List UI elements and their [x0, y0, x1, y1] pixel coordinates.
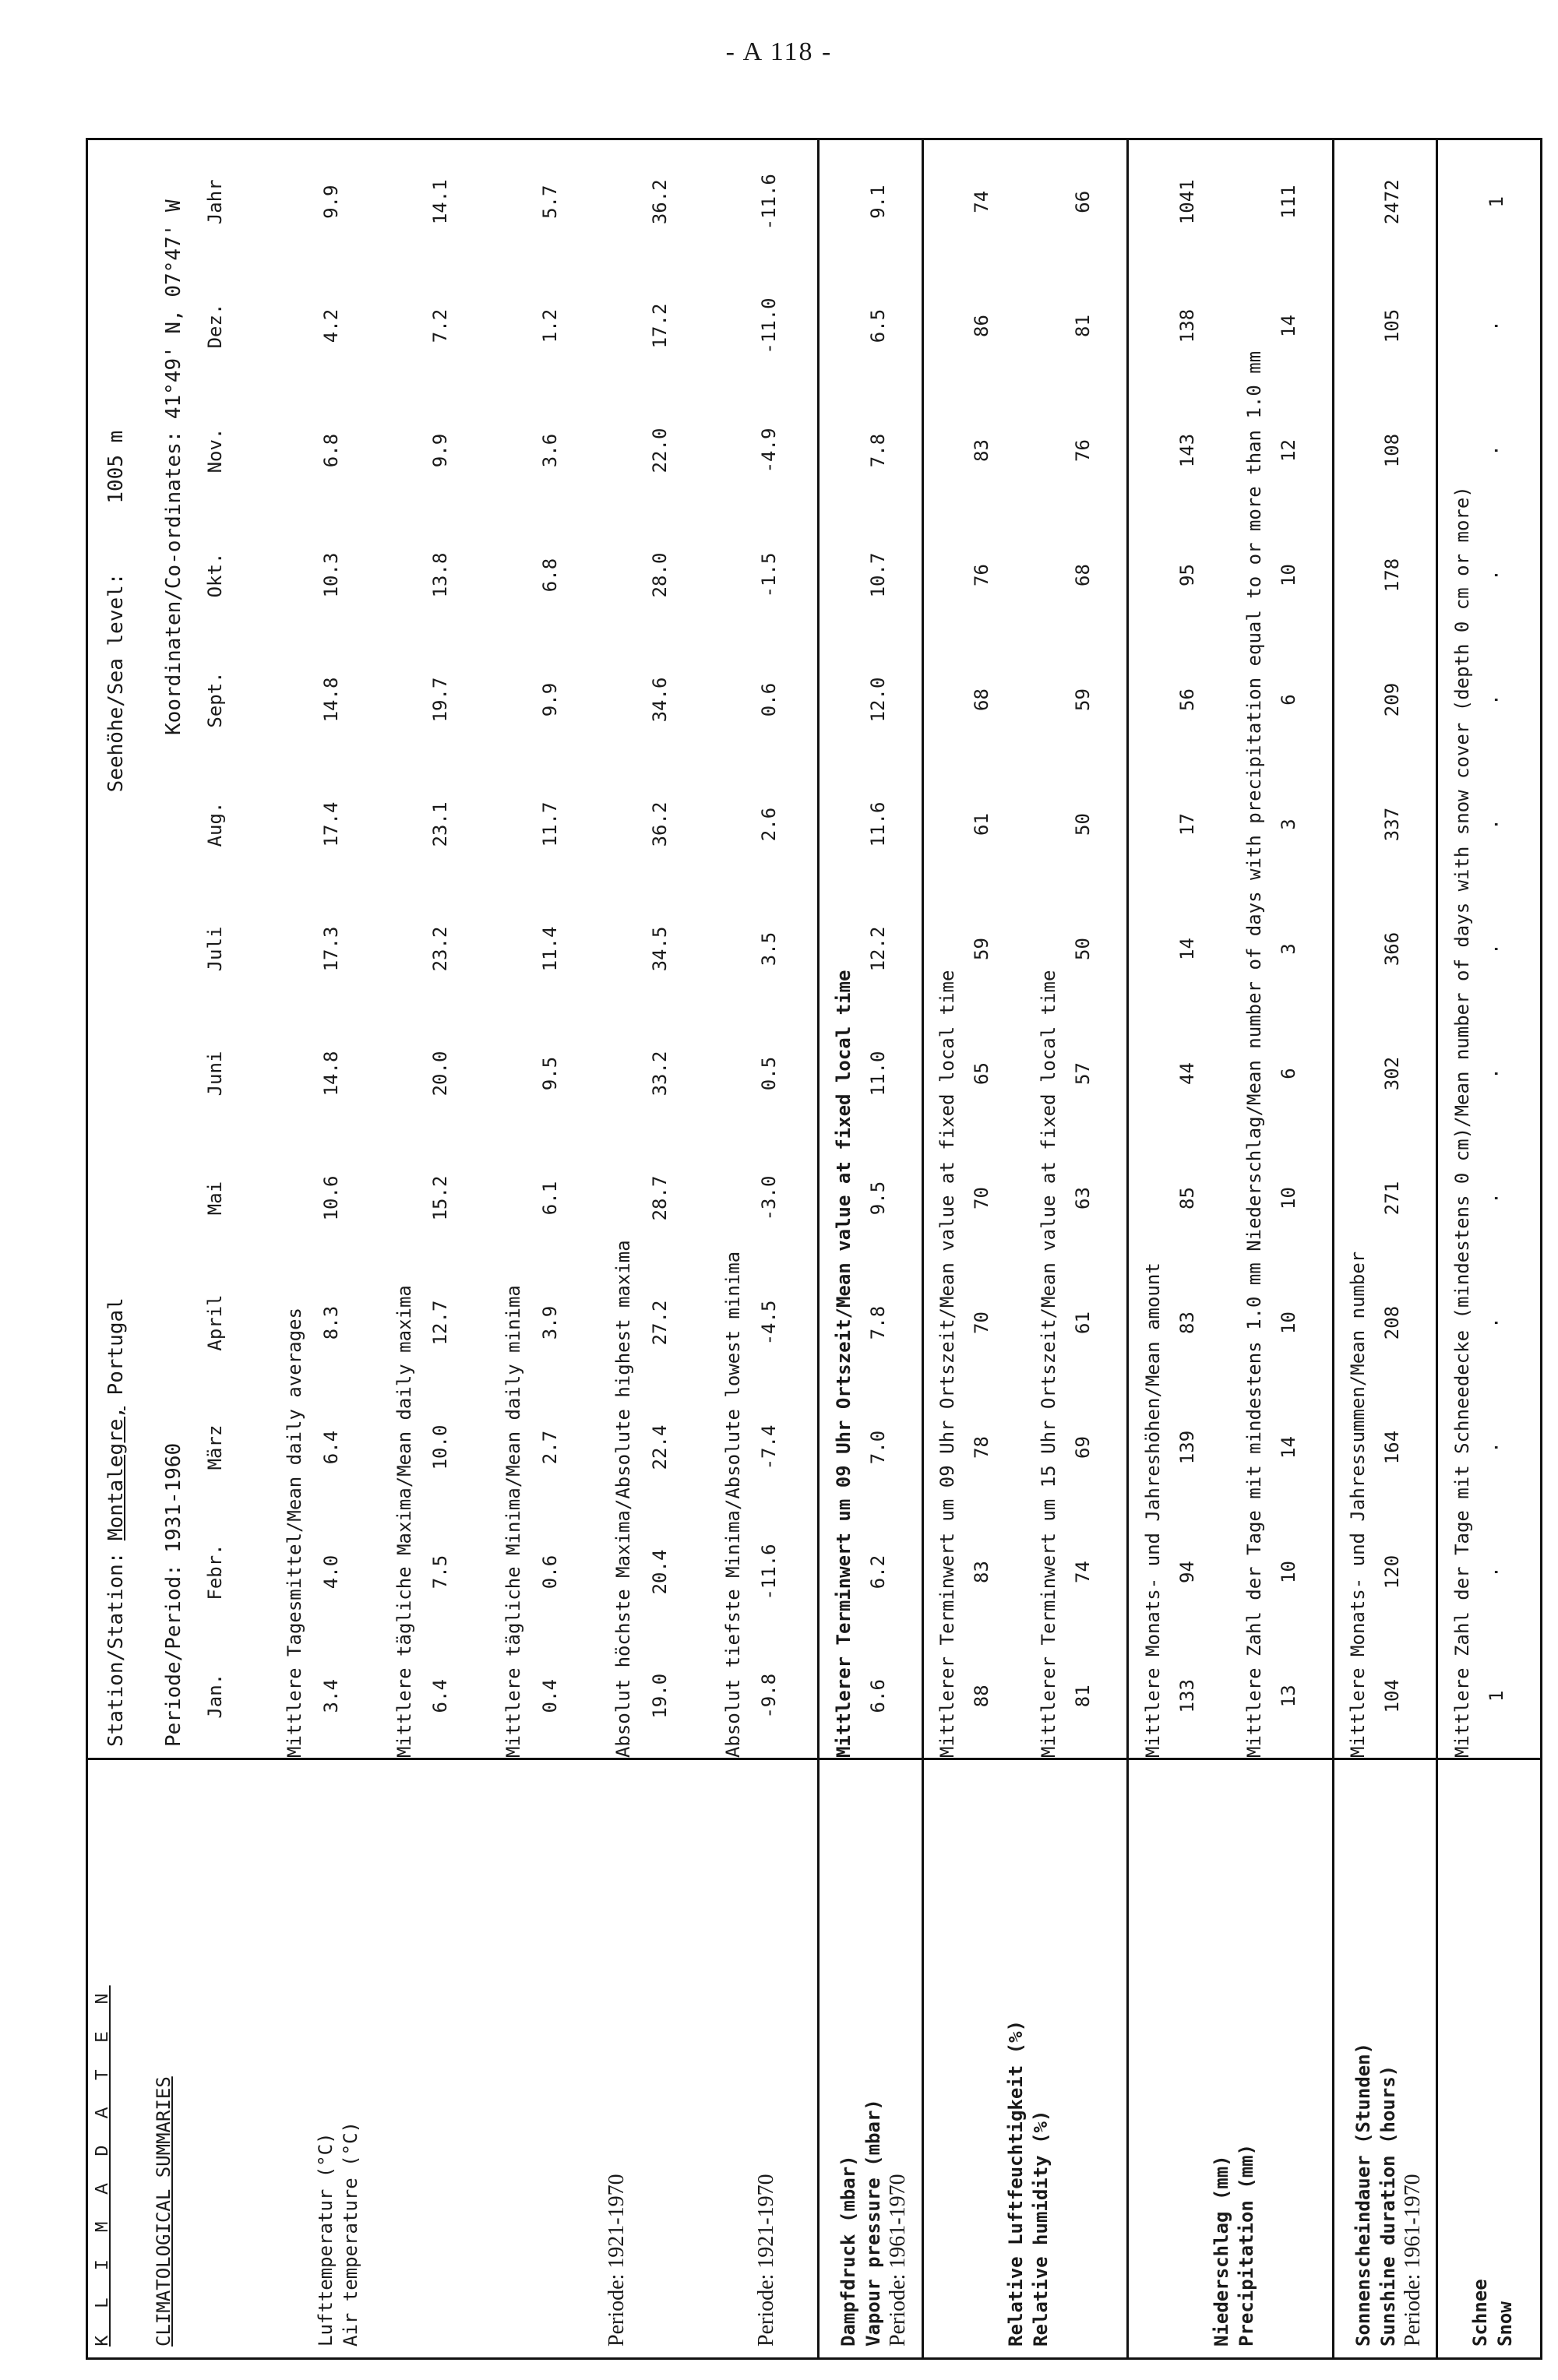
month-header: Nov. — [203, 428, 226, 474]
month-header: Okt. — [203, 552, 226, 598]
vapour-label-en: Vapour pressure (mbar) — [862, 2099, 885, 2347]
sunshine-label-en: Sunshine duration (hours) — [1377, 2065, 1400, 2347]
precip-group-label — [1128, 1759, 1334, 2359]
country: Portugal — [104, 1297, 128, 1396]
month-value-cell: 94 — [1176, 1561, 1198, 1583]
corner-cell — [204, 1759, 270, 2359]
month-value-cell: -4.9 — [758, 428, 781, 474]
month-value-cell: 6.4 — [319, 1430, 342, 1465]
month-value-cell: 0.6 — [758, 682, 781, 717]
month-value-cell: 6.8 — [539, 558, 562, 593]
humidity-label-en: Relative humidity (%) — [1029, 2110, 1052, 2347]
month-value-cell: · — [1485, 1566, 1507, 1578]
month-value-cell: 0.4 — [539, 1679, 562, 1713]
month-value-cell: 61 — [1072, 1311, 1094, 1334]
year-value-cell: 1 — [1485, 196, 1507, 208]
year-value-cell: 5.7 — [539, 185, 562, 219]
year-value-cell: 2472 — [1381, 179, 1404, 225]
humidity-group-label — [922, 1759, 1128, 2359]
month-value-cell: 19.7 — [429, 677, 452, 723]
month-value-cell: 50 — [1072, 813, 1094, 836]
month-value-cell: -9.8 — [758, 1673, 781, 1719]
month-value-cell: 76 — [1072, 439, 1094, 462]
month-value-cell: 9.5 — [866, 1181, 889, 1216]
month-value-cell: 1 — [1485, 1690, 1507, 1702]
month-value-cell: · — [1485, 819, 1507, 830]
month-value-cell: 0.5 — [758, 1056, 781, 1091]
humidity-row-desc: Mittlerer Terminwert um 15 Uhr Ortszeit/Mean value at fixed local time — [1038, 970, 1060, 1758]
sea-level-value: 1005 m — [104, 430, 128, 504]
month-value-cell: 108 — [1381, 433, 1404, 468]
month-value-cell: 20.0 — [429, 1051, 452, 1097]
table-title: K L I M A D A T E N — [87, 1759, 144, 2359]
precip-row-desc: Mittlere Zahl der Tage mit mindestens 1.0 mm Niederschlag/Mean number of days with precipitation equal to or more than 1.0 mm — [1243, 350, 1265, 1758]
vapour-label-de: Dampfdruck (mbar) — [837, 2155, 860, 2347]
month-value-cell: 50 — [1072, 938, 1094, 960]
temp-group-label — [269, 1759, 818, 2359]
temp-row-desc: Mittlere Tagesmittel/Mean daily averages — [284, 1308, 306, 1758]
month-value-cell: 0.6 — [539, 1554, 562, 1590]
page-number: - A 118 - — [725, 37, 833, 66]
month-value-cell: 12.0 — [866, 677, 889, 723]
month-value-cell: 70 — [971, 1187, 993, 1209]
month-value-cell: 6.4 — [429, 1679, 452, 1713]
month-value-cell: -3.0 — [758, 1175, 781, 1221]
period-label: Periode/Period: — [161, 1564, 185, 1747]
month-value-cell: 83 — [1176, 1311, 1198, 1334]
month-value-cell: 61 — [971, 813, 993, 836]
month-value-cell: · — [1485, 1317, 1507, 1329]
month-value-cell: 83 — [971, 1561, 993, 1583]
month-value-cell: -11.6 — [758, 1544, 781, 1600]
year-value-cell: 36.2 — [648, 179, 671, 225]
month-value-cell: 34.5 — [648, 926, 671, 972]
month-value-cell: 15.2 — [429, 1175, 452, 1221]
month-value-cell: · — [1485, 1192, 1507, 1204]
month-value-cell: 23.2 — [429, 926, 452, 972]
month-value-cell: 208 — [1381, 1305, 1404, 1340]
vapour-group-label — [819, 1759, 923, 2359]
month-value-cell: 83 — [971, 439, 993, 462]
humidity-label-de: Relative Luftfeuchtigkeit (%) — [1004, 2019, 1027, 2347]
climate-table — [86, 138, 1542, 2360]
station-line — [87, 139, 144, 1759]
month-value-cell: 95 — [1176, 564, 1198, 586]
year-value-cell: 111 — [1277, 185, 1299, 219]
station-value: Montalegre, — [104, 1406, 128, 1541]
month-value-cell: 14 — [1277, 315, 1299, 337]
month-value-cell: 19.0 — [648, 1673, 671, 1719]
month-value-cell: 34.6 — [648, 677, 671, 723]
month-value-cell: 6.6 — [866, 1679, 889, 1713]
temp-period-2: Periode: 1921-1970 — [754, 2174, 779, 2347]
month-value-cell: 7.0 — [866, 1430, 889, 1465]
month-value-cell: 68 — [1072, 564, 1094, 586]
temp-row-desc: Absolut höchste Maxima/Absolute highest maxima — [612, 1240, 635, 1758]
month-value-cell: 3.6 — [539, 433, 562, 468]
month-value-cell: 33.2 — [648, 1051, 671, 1097]
month-value-cell: 209 — [1381, 682, 1404, 717]
month-value-cell: 22.0 — [648, 428, 671, 474]
month-value-cell: 63 — [1072, 1187, 1094, 1209]
month-value-cell: 138 — [1176, 308, 1198, 343]
month-value-cell: 17.3 — [319, 926, 342, 972]
temp-row-desc: Mittlere tägliche Maxima/Mean daily maxima — [393, 1285, 415, 1758]
humidity-row-desc: Mittlerer Terminwert um 09 Uhr Ortszeit/Mean value at fixed local time — [922, 139, 971, 1759]
month-value-cell: 1.2 — [539, 308, 562, 343]
month-value-cell: 6.2 — [866, 1554, 889, 1590]
month-value-cell: · — [1485, 569, 1507, 581]
month-value-cell: 7.2 — [429, 308, 452, 343]
year-value-cell: 66 — [1072, 190, 1094, 213]
year-header: Jahr — [203, 179, 226, 225]
month-value-cell: 14 — [1176, 938, 1198, 960]
month-value-cell: 59 — [971, 938, 993, 960]
month-value-cell: · — [1485, 1442, 1507, 1453]
month-value-cell: 22.4 — [648, 1424, 671, 1470]
sunshine-row-desc: Mittlere Monats- und Jahressummen/Mean number — [1333, 139, 1381, 1759]
month-value-cell: -1.5 — [758, 552, 781, 598]
month-value-cell: 6 — [1277, 694, 1299, 706]
month-value-cell: 4.0 — [319, 1554, 342, 1590]
month-value-cell: -7.4 — [758, 1424, 781, 1470]
month-value-cell: 133 — [1176, 1679, 1198, 1713]
month-value-cell: 13.8 — [429, 552, 452, 598]
precip-label-en: Precipitation (mm) — [1235, 2143, 1257, 2347]
month-value-cell: 6.8 — [319, 433, 342, 468]
month-value-cell: 68 — [971, 688, 993, 711]
station-label: Station/Station: — [104, 1551, 128, 1747]
period-value: 1931-1960 — [161, 1442, 185, 1553]
month-header: Febr. — [203, 1544, 226, 1600]
year-value-cell: 1041 — [1176, 179, 1198, 225]
month-value-cell: 14.8 — [319, 1051, 342, 1097]
month-value-cell: · — [1485, 694, 1507, 706]
month-value-cell: 12.7 — [429, 1300, 452, 1346]
month-value-cell: 74 — [1072, 1561, 1094, 1583]
month-header: Juni — [203, 1051, 226, 1097]
month-value-cell: · — [1485, 320, 1507, 332]
year-value-cell: 9.9 — [319, 185, 342, 219]
month-value-cell: 86 — [971, 315, 993, 337]
month-value-cell: 28.7 — [648, 1175, 671, 1221]
month-header: Dez. — [203, 303, 226, 349]
temp-label-de: Lufttemperatur (°C) — [315, 2132, 337, 2347]
month-value-cell: 65 — [971, 1062, 993, 1085]
month-value-cell: 59 — [1072, 688, 1094, 711]
month-value-cell: 139 — [1176, 1430, 1198, 1465]
month-value-cell: 78 — [971, 1436, 993, 1459]
month-value-cell: 11.7 — [539, 801, 562, 847]
month-value-cell: 17 — [1176, 813, 1198, 836]
month-value-cell: 9.9 — [539, 682, 562, 717]
month-value-cell: 23.1 — [429, 801, 452, 847]
temp-label-en: Air temperature (°C) — [340, 2121, 362, 2347]
snow-row-desc: Mittlere Zahl der Tage mit Schneedecke (mindestens 0 cm)/Mean number of days with snow cover (depth 0 cm or more) — [1437, 139, 1486, 1759]
table-subtitle: CLIMATOLOGICAL SUMMARIES — [143, 1759, 204, 2359]
month-value-cell: 28.0 — [648, 552, 671, 598]
year-value-cell: 9.1 — [866, 185, 889, 219]
month-value-cell: 6.1 — [539, 1181, 562, 1216]
snow-group-label — [1437, 1759, 1542, 2359]
month-header: Juli — [203, 926, 226, 972]
snow-label-en: Snow — [1493, 2301, 1516, 2347]
month-value-cell: · — [1485, 1068, 1507, 1079]
climate-table-sheet — [86, 140, 1542, 2360]
precip-row-desc: Mittlere Monats- und Jahreshöhen/Mean amount — [1128, 139, 1176, 1759]
month-value-cell: 11.0 — [866, 1051, 889, 1097]
month-value-cell: 8.3 — [319, 1305, 342, 1340]
month-value-cell: 9.9 — [429, 433, 452, 468]
month-value-cell: 7.8 — [866, 433, 889, 468]
month-value-cell: 164 — [1381, 1430, 1404, 1465]
vapour-row-desc: Mittlerer Terminwert um 09 Uhr Ortszeit/Mean value at fixed local time — [819, 139, 867, 1759]
month-value-cell: 271 — [1381, 1181, 1404, 1216]
month-value-cell: 104 — [1381, 1679, 1404, 1713]
month-value-cell: 302 — [1381, 1056, 1404, 1091]
month-value-cell: 3.9 — [539, 1305, 562, 1340]
month-value-cell: 81 — [1072, 1685, 1094, 1708]
month-header: März — [203, 1424, 226, 1470]
month-header: Mai — [203, 1181, 226, 1216]
sunshine-label-de: Sonnenscheindauer (Stunden) — [1352, 2042, 1375, 2347]
month-value-cell: 3 — [1277, 819, 1299, 830]
month-value-cell: 120 — [1381, 1554, 1404, 1590]
month-value-cell: 178 — [1381, 558, 1404, 593]
month-value-cell: 11.6 — [866, 801, 889, 847]
month-value-cell: 17.2 — [648, 303, 671, 349]
temp-row-desc: Mittlere tägliche Minima/Mean daily minima — [502, 1285, 525, 1758]
month-value-cell: 6 — [1277, 1068, 1299, 1079]
month-value-cell: 44 — [1176, 1062, 1198, 1085]
month-value-cell: 4.2 — [319, 308, 342, 343]
month-value-cell: 12.2 — [866, 926, 889, 972]
month-header: Aug. — [203, 801, 226, 847]
month-value-cell: 12 — [1277, 439, 1299, 462]
month-value-cell: 2.6 — [758, 807, 781, 842]
temp-period: Periode: 1921-1970 — [605, 2174, 629, 2347]
month-value-cell: 57 — [1072, 1062, 1094, 1085]
month-value-cell: 2.7 — [539, 1430, 562, 1465]
coords-value: 41°49' N, 07°47' W — [161, 199, 185, 420]
month-value-cell: 7.8 — [866, 1305, 889, 1340]
month-value-cell: 14 — [1277, 1436, 1299, 1459]
month-value-cell: 105 — [1381, 308, 1404, 343]
month-value-cell: · — [1485, 943, 1507, 955]
month-value-cell: 3 — [1277, 943, 1299, 955]
vapour-period: Periode: 1961-1970 — [886, 2174, 911, 2347]
month-value-cell: · — [1485, 445, 1507, 456]
year-value-cell: 74 — [971, 190, 993, 213]
month-value-cell: 366 — [1381, 931, 1404, 966]
month-value-cell: -4.5 — [758, 1300, 781, 1346]
month-value-cell: 9.5 — [539, 1056, 562, 1091]
period-line — [143, 139, 204, 1759]
year-value-cell: 14.1 — [429, 179, 452, 225]
month-value-cell: 10.6 — [319, 1175, 342, 1221]
precip-label-de: Niederschlag (mm) — [1210, 2155, 1232, 2347]
snow-label-de: Schnee — [1468, 2279, 1491, 2347]
month-value-cell: 7.5 — [429, 1554, 452, 1590]
month-value-cell: 81 — [1072, 315, 1094, 337]
sunshine-period: Periode: 1961-1970 — [1401, 2174, 1426, 2347]
month-header: Sept. — [203, 671, 226, 728]
month-value-cell: 10 — [1277, 1187, 1299, 1209]
temp-row-desc: Absolut tiefste Minima/Absolute lowest minima — [721, 1251, 744, 1758]
month-value-cell: 10 — [1277, 1561, 1299, 1583]
month-value-cell: 36.2 — [648, 801, 671, 847]
month-value-cell: 56 — [1176, 688, 1198, 711]
month-value-cell: 76 — [971, 564, 993, 586]
month-value-cell: -11.0 — [758, 298, 781, 354]
month-header: April — [203, 1294, 226, 1351]
month-value-cell: 70 — [971, 1311, 993, 1334]
month-value-cell: 10.3 — [319, 552, 342, 598]
month-value-cell: 10.0 — [429, 1424, 452, 1470]
month-value-cell: 10 — [1277, 564, 1299, 586]
month-value-cell: 3.5 — [758, 931, 781, 966]
month-value-cell: 143 — [1176, 433, 1198, 468]
coords-label: Koordinaten/Co-ordinates: — [161, 430, 185, 735]
sea-level-label: Seehöhe/Sea level: — [104, 572, 128, 793]
month-value-cell: 13 — [1277, 1685, 1299, 1708]
month-value-cell: 6.5 — [866, 308, 889, 343]
month-value-cell: 10.7 — [866, 552, 889, 598]
month-value-cell: 3.4 — [319, 1679, 342, 1713]
month-value-cell: 69 — [1072, 1436, 1094, 1459]
year-value-cell: -11.6 — [758, 174, 781, 231]
month-value-cell: 20.4 — [648, 1549, 671, 1595]
month-value-cell: 10 — [1277, 1311, 1299, 1334]
month-value-cell: 337 — [1381, 807, 1404, 842]
month-value-cell: 14.8 — [319, 677, 342, 723]
sunshine-group-label — [1333, 1759, 1437, 2359]
month-value-cell: 27.2 — [648, 1300, 671, 1346]
month-value-cell: 11.4 — [539, 926, 562, 972]
month-value-cell: 17.4 — [319, 801, 342, 847]
month-header: Jan. — [203, 1673, 226, 1719]
month-value-cell: 85 — [1176, 1187, 1198, 1209]
month-value-cell: 88 — [971, 1685, 993, 1708]
